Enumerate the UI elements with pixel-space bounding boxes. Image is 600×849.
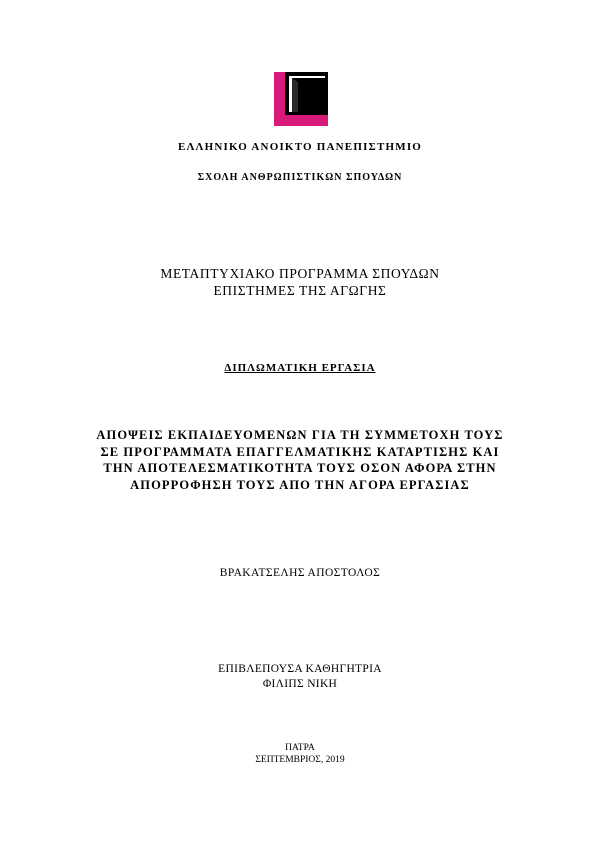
university-logo [274,72,328,126]
date: ΣΕΠΤΕΜΒΡΙΟΣ, 2019 [255,755,345,765]
supervisor-block [0,662,600,692]
supervisor-name: ΦΙΛΙΠΣ ΝΙΚΗ [262,678,338,690]
title-line-1: ΑΠΟΨΕΙΣ ΕΚΠΑΙΔΕΥΟΜΕΝΩΝ ΓΙΑ ΤΗ ΣΥΜΜΕΤΟΧΗ ΤΟΥΣ [96,428,504,442]
program-line-1: ΜΕΤΑΠΤΥΧΙΑΚΟ ΠΡΟΓΡΑΜΜΑ ΣΠΟΥΔΩΝ [160,266,440,281]
thesis-title [0,427,600,493]
title-line-4: ΑΠΟΡΡΟΦΗΣΗ ΤΟΥΣ ΑΠΟ ΤΗΝ ΑΓΟΡΑ ΕΡΓΑΣΙΑΣ [130,477,470,492]
program-name [0,265,600,299]
place-date-block [0,742,600,766]
school-name: ΣΧΟΛΗ ΑΝΘΡΩΠΙΣΤΙΚΩΝ ΣΠΟΥΔΩΝ [197,172,403,183]
title-line-2: ΣΕ ΠΡΟΓΡΑΜΜΑΤΑ ΕΠΑΓΓΕΛΜΑΤΙΚΗΣ ΚΑΤΑΡΤΙΣΗΣ ΚΑΙ [100,444,500,459]
title-line-3: ΤΗΝ ΑΠΟΤΕΛΕΣΜΑΤΙΚΟΤΗΤΑ ΤΟΥΣ ΟΣΟΝ ΑΦΟΡΑ ΣΤΗΝ [103,461,497,475]
author-name: ΒΡΑΚΑΤΣΕΛΗΣ ΑΠΟΣΤΟΛΟΣ [219,567,381,579]
document-type: ΔΙΠΛΩΜΑΤΙΚΗ ΕΡΓΑΣΙΑ [224,362,376,374]
city: ΠΑΤΡΑ [285,743,315,753]
supervisor-label: ΕΠΙΒΛΕΠΟΥΣΑ ΚΑΘΗΓΗΤΡΙΑ [218,663,382,675]
program-line-2: ΕΠΙΣΤΗΜΕΣ ΤΗΣ ΑΓΩΓΗΣ [213,283,387,298]
university-name: ΕΛΛΗΝΙΚΟ ΑΝΟΙΚΤΟ ΠΑΝΕΠΙΣΤΗΜΙΟ [177,141,423,153]
